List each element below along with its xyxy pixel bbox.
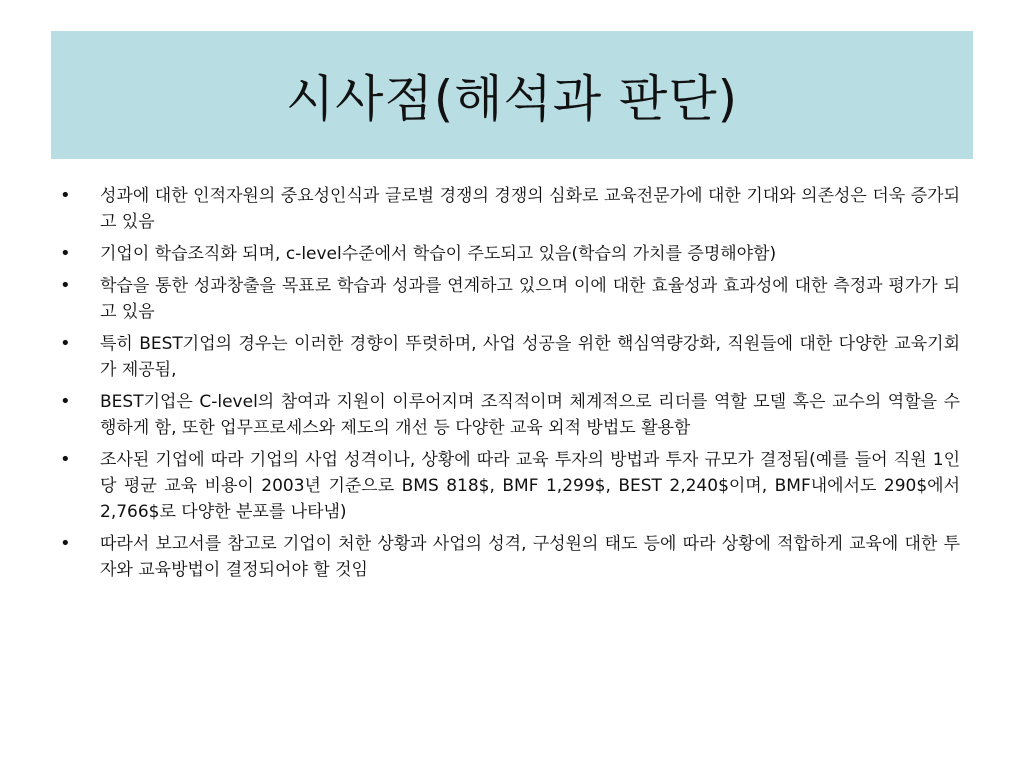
bullet-icon: •: [60, 275, 71, 296]
bullet-item: [60, 241, 960, 267]
bullet-item: [60, 531, 960, 583]
bullet-text: 기업이 학습조직화 되며, c-level수준에서 학습이 주도되고 있음(학습의 가치를 증명해야함): [100, 244, 777, 264]
bullet-item: [60, 389, 960, 441]
bullet-item: [60, 273, 960, 325]
slide-title: 시사점(해석과 판단): [285, 70, 739, 128]
bullet-text: 성과에 대한 인적자원의 중요성인식과 글로벌 경쟁의 경쟁의 심화로 교육전문가에 대한 기대와 의존성은 더욱 증가되고 있음: [100, 186, 960, 232]
bullet-item: [60, 331, 960, 383]
bullet-text: 따라서 보고서를 참고로 기업이 처한 상황과 사업의 성격, 구성원의 태도 등에 따라 상황에 적합하게 교육에 대한 투자와 교육방법이 결정되어야 할 것임: [100, 534, 960, 580]
bullet-list: [60, 183, 960, 589]
bullet-text: BEST기업은 C-level의 참여과 지원이 이루어지며 조직적이며 체계적으로 리더를 역할 모델 혹은 교수의 역할을 수행하게 함, 또한 업무프로세스와 제도의 개선 등 다양한 교육 외적 방법도 활용함: [100, 392, 960, 438]
bullet-text: 학습을 통한 성과창출을 목표로 학습과 성과를 연계하고 있으며 이에 대한 효율성과 효과성에 대한 측정과 평가가 되고 있음: [100, 276, 960, 322]
title-bar: [51, 31, 973, 159]
bullet-icon: •: [60, 449, 71, 470]
bullet-icon: •: [60, 391, 71, 412]
bullet-icon: •: [60, 533, 71, 554]
bullet-icon: •: [60, 243, 71, 264]
bullet-text: 특히 BEST기업의 경우는 이러한 경향이 뚜렷하며, 사업 성공을 위한 핵심역량강화, 직원들에 대한 다양한 교육기회가 제공됨,: [100, 334, 960, 380]
bullet-item: [60, 447, 960, 525]
bullet-icon: •: [60, 333, 71, 354]
bullet-icon: •: [60, 185, 71, 206]
bullet-text: 조사된 기업에 따라 기업의 사업 성격이나, 상황에 따라 교육 투자의 방법과 투자 규모가 결정됨(예를 들어 직원 1인당 평균 교육 비용이 2003년 기준으로 BMS 818$, BMF 1,299$, BEST 2,240$이며, BMF내에서도 290$에서 2,766$로 다양한 분포를 나타냄): [100, 450, 960, 522]
bullet-item: [60, 183, 960, 235]
